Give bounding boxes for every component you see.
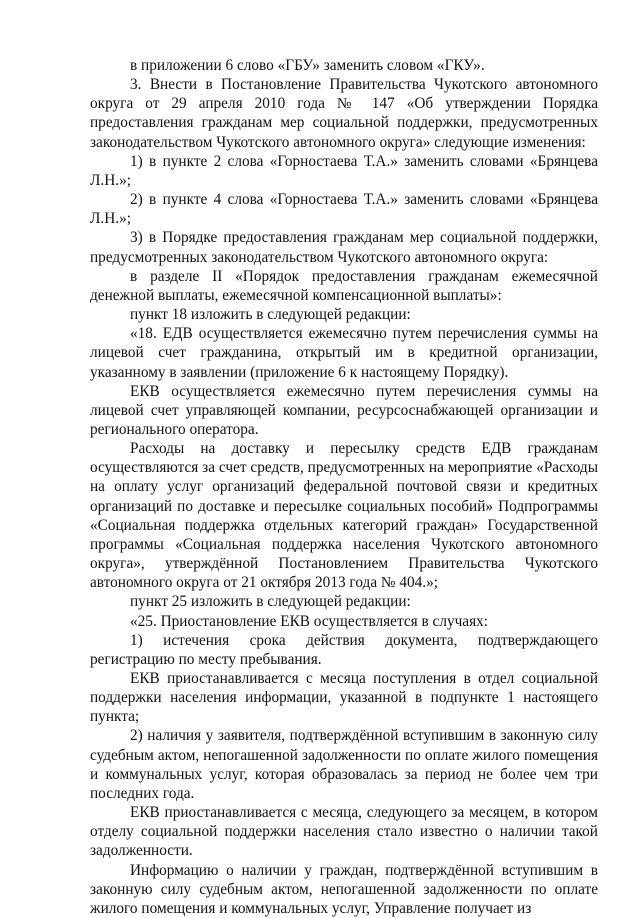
- paragraph-point-25-case-1-detail: ЕКВ приостанавливается с месяца поступления в отдел социальной поддержки населения информации, указанной в подпункте 1 настоящего пункта;: [90, 670, 598, 726]
- paragraph-point-25-case-2: 2) наличия у заявителя, подтверждённой вступившим в законную силу судебным актом, непогашенной задолженности по оплате жилого помещения и коммунальных услуг, которая образовалась за период не более чем три последних года.: [90, 727, 598, 802]
- paragraph-subitem-3: 3) в Порядке предоставления гражданам мер социальной поддержки, предусмотренных законодательством Чукотского автономного округа:: [90, 229, 598, 266]
- paragraph-point-25-case-2-detail: ЕКВ приостанавливается с месяца, следующего за месяцем, в котором отделу социальной поддержки населения стало известно о наличии такой задолженности.: [90, 804, 598, 860]
- paragraph-debt-information: Информацию о наличии у граждан, подтверждённой вступившим в законную силу судебным актом, непогашенной задолженности по оплате жилого помещения и коммунальных услуг, Управление получает из: [90, 861, 598, 917]
- paragraph-subitem-2: 2) в пункте 4 слова «Горностаева Т.А.» заменить словами «Брянцева Л.Н.»;: [90, 191, 598, 228]
- paragraph-point-18-edv: «18. ЕДВ осуществляется ежемесячно путем перечисления суммы на лицевой счет гражданина, открытый им в кредитной организации, указанному в заявлении (приложение 6 к настоящему Порядку).: [90, 325, 598, 381]
- paragraph-point-25-heading: «25. Приостановление ЕКВ осуществляется в случаях:: [130, 612, 489, 630]
- paragraph-subitem-1: 1) в пункте 2 слова «Горностаева Т.А.» заменить словами «Брянцева Л.Н.»;: [90, 152, 598, 189]
- paragraph-item-3: 3. Внести в Постановление Правительства Чукотского автономного округа от 29 апреля 2010 года № 147 «Об утверждении Порядка предоставления гражданам мер социальной поддержки, предусмотренных законодательством Чукотского автономного округа» следующие изменения:: [90, 76, 598, 151]
- paragraph-section-2: в разделе II «Порядок предоставления гражданам ежемесячной денежной выплаты, ежемесячной компенсационной выплаты»:: [90, 267, 598, 304]
- paragraph-point-18-intro: пункт 18 изложить в следующей редакции:: [130, 306, 411, 324]
- paragraph-point-18-ekv: ЕКВ осуществляется ежемесячно путем перечисления суммы на лицевой счет управляющей компании, ресурсоснабжающей организации и регионального оператора.: [90, 382, 598, 438]
- paragraph-point-25-intro: пункт 25 изложить в следующей редакции:: [130, 593, 411, 611]
- paragraph-appendix-6: в приложении 6 слово «ГБУ» заменить словом «ГКУ».: [130, 57, 485, 74]
- paragraph-point-25-case-1: 1) истечения срока действия документа, подтверждающего регистрацию по месту пребывания.: [90, 631, 598, 668]
- paragraph-point-18-expenses: Расходы на доставку и пересылку средств ЕДВ гражданам осуществляются за счет средств, предусмотренных на мероприятие «Расходы на оплату услуг организаций федеральной почтовой связи и кредитных организаций по доставке и пересылке социальных пособий» Подпрограммы «Социальная поддержка отдельных категорий граждан» Государственной программы «Социальная поддержка населения Чукотского автономного округа», утверждённой Постановлением Правительства Чукотского автономного округа от 21 октября 2013 года № 404.»;: [90, 440, 598, 592]
- document-page: [90, 56, 598, 918]
